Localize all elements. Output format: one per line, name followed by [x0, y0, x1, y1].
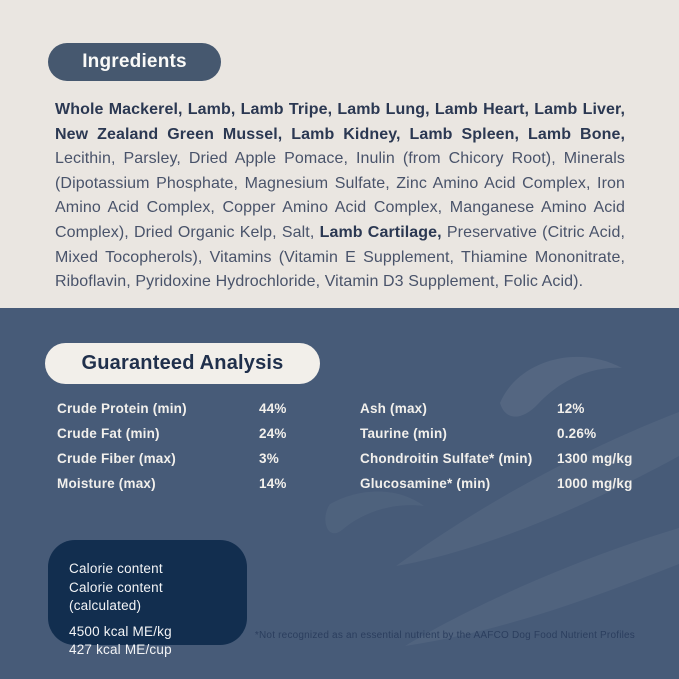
- ingredients-title-pill: [48, 43, 221, 81]
- guaranteed-analysis-section: [0, 308, 679, 679]
- ingredients-segment-vitamins: Preservative (Citric Acid, Mixed Tocopherols), Vitamins (Vitamin E Supplement, Thiamine Mononitrate, Riboflavin, Pyridoxine Hydrochloride, Vitamin D3 Supplement, Folic Acid).: [55, 223, 625, 291]
- ingredients-segment-secondary: Lecithin, Parsley, Dried Apple Pomace, Inulin (from Chicory Root), Minerals (Dipotassium Phosphate, Magnesium Sulfate, Zinc Amino Acid Complex, Iron Amino Acid Complex, Copper Amino Acid Complex, Manganese Amino Acid Complex), Dried Organic Kelp, Salt,: [55, 150, 625, 241]
- analysis-value: 24%: [259, 426, 287, 441]
- analysis-label: Glucosamine* (min): [360, 476, 491, 491]
- analysis-value: 0.26%: [557, 426, 597, 441]
- ingredients-section: [0, 0, 679, 308]
- analysis-row-crude-fat: [57, 426, 347, 451]
- analysis-value: 3%: [259, 451, 279, 466]
- analysis-row-chondroitin: [360, 451, 660, 476]
- ingredients-segment-primary: Whole Mackerel, Lamb, Lamb Tripe, Lamb Lung, Lamb Heart, Lamb Liver, New Zealand Green Mussel, Lamb Kidney, Lamb Spleen, Lamb Bone,: [55, 101, 625, 143]
- analysis-row-moisture: [57, 476, 347, 501]
- aafco-footnote: *Not recognized as an essential nutrient by the AAFCO Dog Food Nutrient Profiles: [254, 630, 635, 641]
- calorie-headings: [69, 560, 231, 616]
- ingredients-paragraph: [55, 98, 625, 295]
- calorie-value-per-kg: 4500 kcal ME/kg: [69, 623, 172, 639]
- analysis-label: Moisture (max): [57, 476, 156, 491]
- analysis-value: 1000 mg/kg: [557, 476, 633, 491]
- analysis-row-glucosamine: [360, 476, 660, 501]
- analysis-value: 12%: [557, 401, 585, 416]
- analysis-row-ash: [360, 401, 660, 426]
- calorie-heading-line1: Calorie content: [69, 561, 163, 576]
- calorie-heading-line2: Calorie content (calculated): [69, 579, 163, 613]
- guaranteed-analysis-title: Guaranteed Analysis: [81, 352, 284, 374]
- ingredients-segment-cartilage: Lamb Cartilage,: [314, 223, 442, 241]
- analysis-row-taurine: [360, 426, 660, 451]
- analysis-row-crude-fiber: [57, 451, 347, 476]
- analysis-table-right: [360, 401, 660, 501]
- analysis-value: 44%: [259, 401, 287, 416]
- analysis-table-left: [57, 401, 347, 501]
- calorie-values: [69, 623, 231, 660]
- ingredients-title: Ingredients: [82, 51, 187, 72]
- analysis-label: Chondroitin Sulfate* (min): [360, 451, 533, 466]
- analysis-label: Crude Fat (min): [57, 426, 160, 441]
- analysis-value: 1300 mg/kg: [557, 451, 633, 466]
- analysis-value: 14%: [259, 476, 287, 491]
- analysis-row-crude-protein: [57, 401, 347, 426]
- analysis-label: Crude Fiber (max): [57, 451, 176, 466]
- calorie-value-per-cup: 427 kcal ME/cup: [69, 642, 172, 657]
- analysis-label: Ash (max): [360, 401, 428, 416]
- analysis-label: Taurine (min): [360, 426, 448, 441]
- guaranteed-analysis-title-pill: [45, 343, 320, 384]
- analysis-label: Crude Protein (min): [57, 401, 187, 416]
